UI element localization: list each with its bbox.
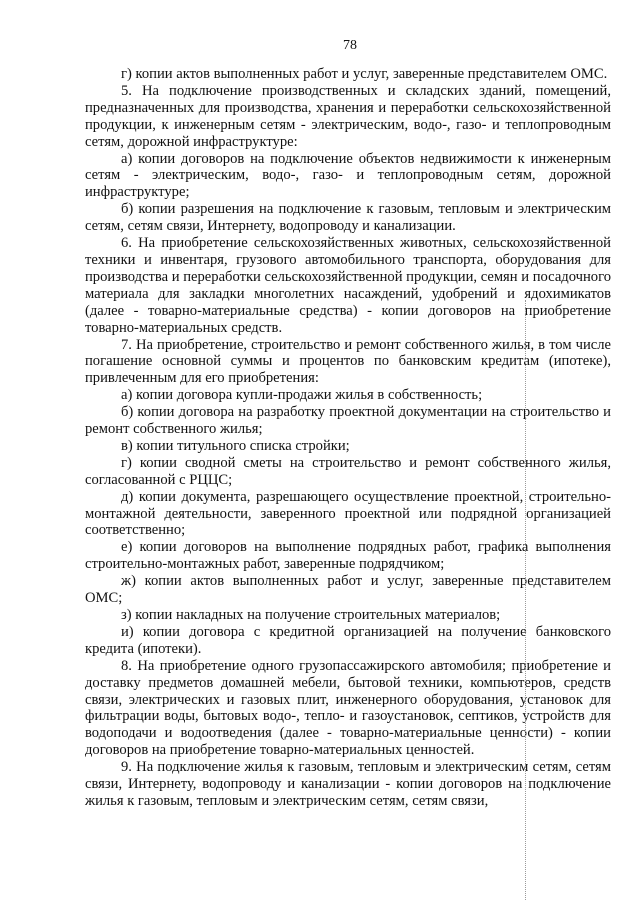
paragraph: а) копии договора купли-продажи жилья в собственность; [121,387,483,404]
paragraph: г) копии сводной сметы на строительство и ремонт собственного жилья, согласованной с РЦЦС; [85,454,611,488]
paragraph: 7. На приобретение, строительство и ремонт собственного жилья, в том числе погашение основной суммы и процентов по банковским кредитам (ипотеке), привлеченным для его приобретения: [85,336,611,387]
paragraph: д) копии документа, разрешающего осуществление проектной, строительно-монтажной деятельности, заверенного проектной или подрядной организацией соответственно; [85,488,611,539]
paragraph: 9. На подключение жилья к газовым, тепловым и электрическим сетям, сетям связи, Интернету, водопроводу и канализации - копии договоров на подключение жилья к газовым, тепловым и электрическим сетям, сетям связи, [85,759,611,809]
paragraph: з) копии накладных на получение строительных материалов; [121,607,501,623]
document-body [85,66,611,810]
paragraph: ж) копии актов выполненных работ и услуг, заверенные представителем ОМС; [85,573,611,607]
paragraph: 5. На подключение производственных и складских зданий, помещений, предназначенных для производства, хранения и переработки сельскохозяйственной продукции, к инженерным сетям - электрическим, водо-, газо- и теплопроводным сетям, дорожной инфраструктуре: [85,82,611,150]
paragraph: 8. На приобретение одного грузопассажирского автомобиля; приобретение и доставку предметов домашней мебели, бытовой техники, компьютеров, средств связи, электрических и газовых плит, инженерного оборудования, установок для фильтрации воды, бытовых водо-, тепло- и газоустановок, септиков, устройств для водоподачи и водоотведения (далее - товарно-материальные ценности) - копии договоров на приобретение товарно-материальных ценностей. [85,657,611,759]
page-number: 78 [343,38,357,53]
scan-artifact-line [525,300,526,900]
paragraph: и) копии договора с кредитной организацией на получение банковского кредита (ипотеки). [85,623,611,657]
paragraph: в) копии титульного списка стройки; [121,437,350,454]
paragraph: а) копии договоров на подключение объектов недвижимости к инженерным сетям - электрическим, водо-, газо- и теплопроводным сетям, дорожной инфраструктуре; [85,150,611,201]
paragraph: 6. На приобретение сельскохозяйственных животных, сельскохозяйственной техники и инвентаря, грузового автомобильного транспорта, оборудования для производства и переработки сельскохозяйственной продукции, семян и посадочного материала для закладки многолетних насаждений, удобрений и ядохимикатов (далее - товарно-материальные средства) - копии договоров на приобретение товарно-материальных средств. [85,235,612,336]
paragraph: г) копии актов выполненных работ и услуг, заверенные представителем ОМС. [121,66,608,82]
paragraph: е) копии договоров на выполнение подрядных работ, графика выполнения строительно-монтажных работ, заверенные подрядчиком; [85,539,611,573]
paragraph: б) копии разрешения на подключение к газовым, тепловым и электрическим сетям, сетям связи, Интернету, водопроводу и канализации. [85,201,611,235]
paragraph: б) копии договора на разработку проектной документации на строительство и ремонт собственного жилья; [85,404,611,438]
